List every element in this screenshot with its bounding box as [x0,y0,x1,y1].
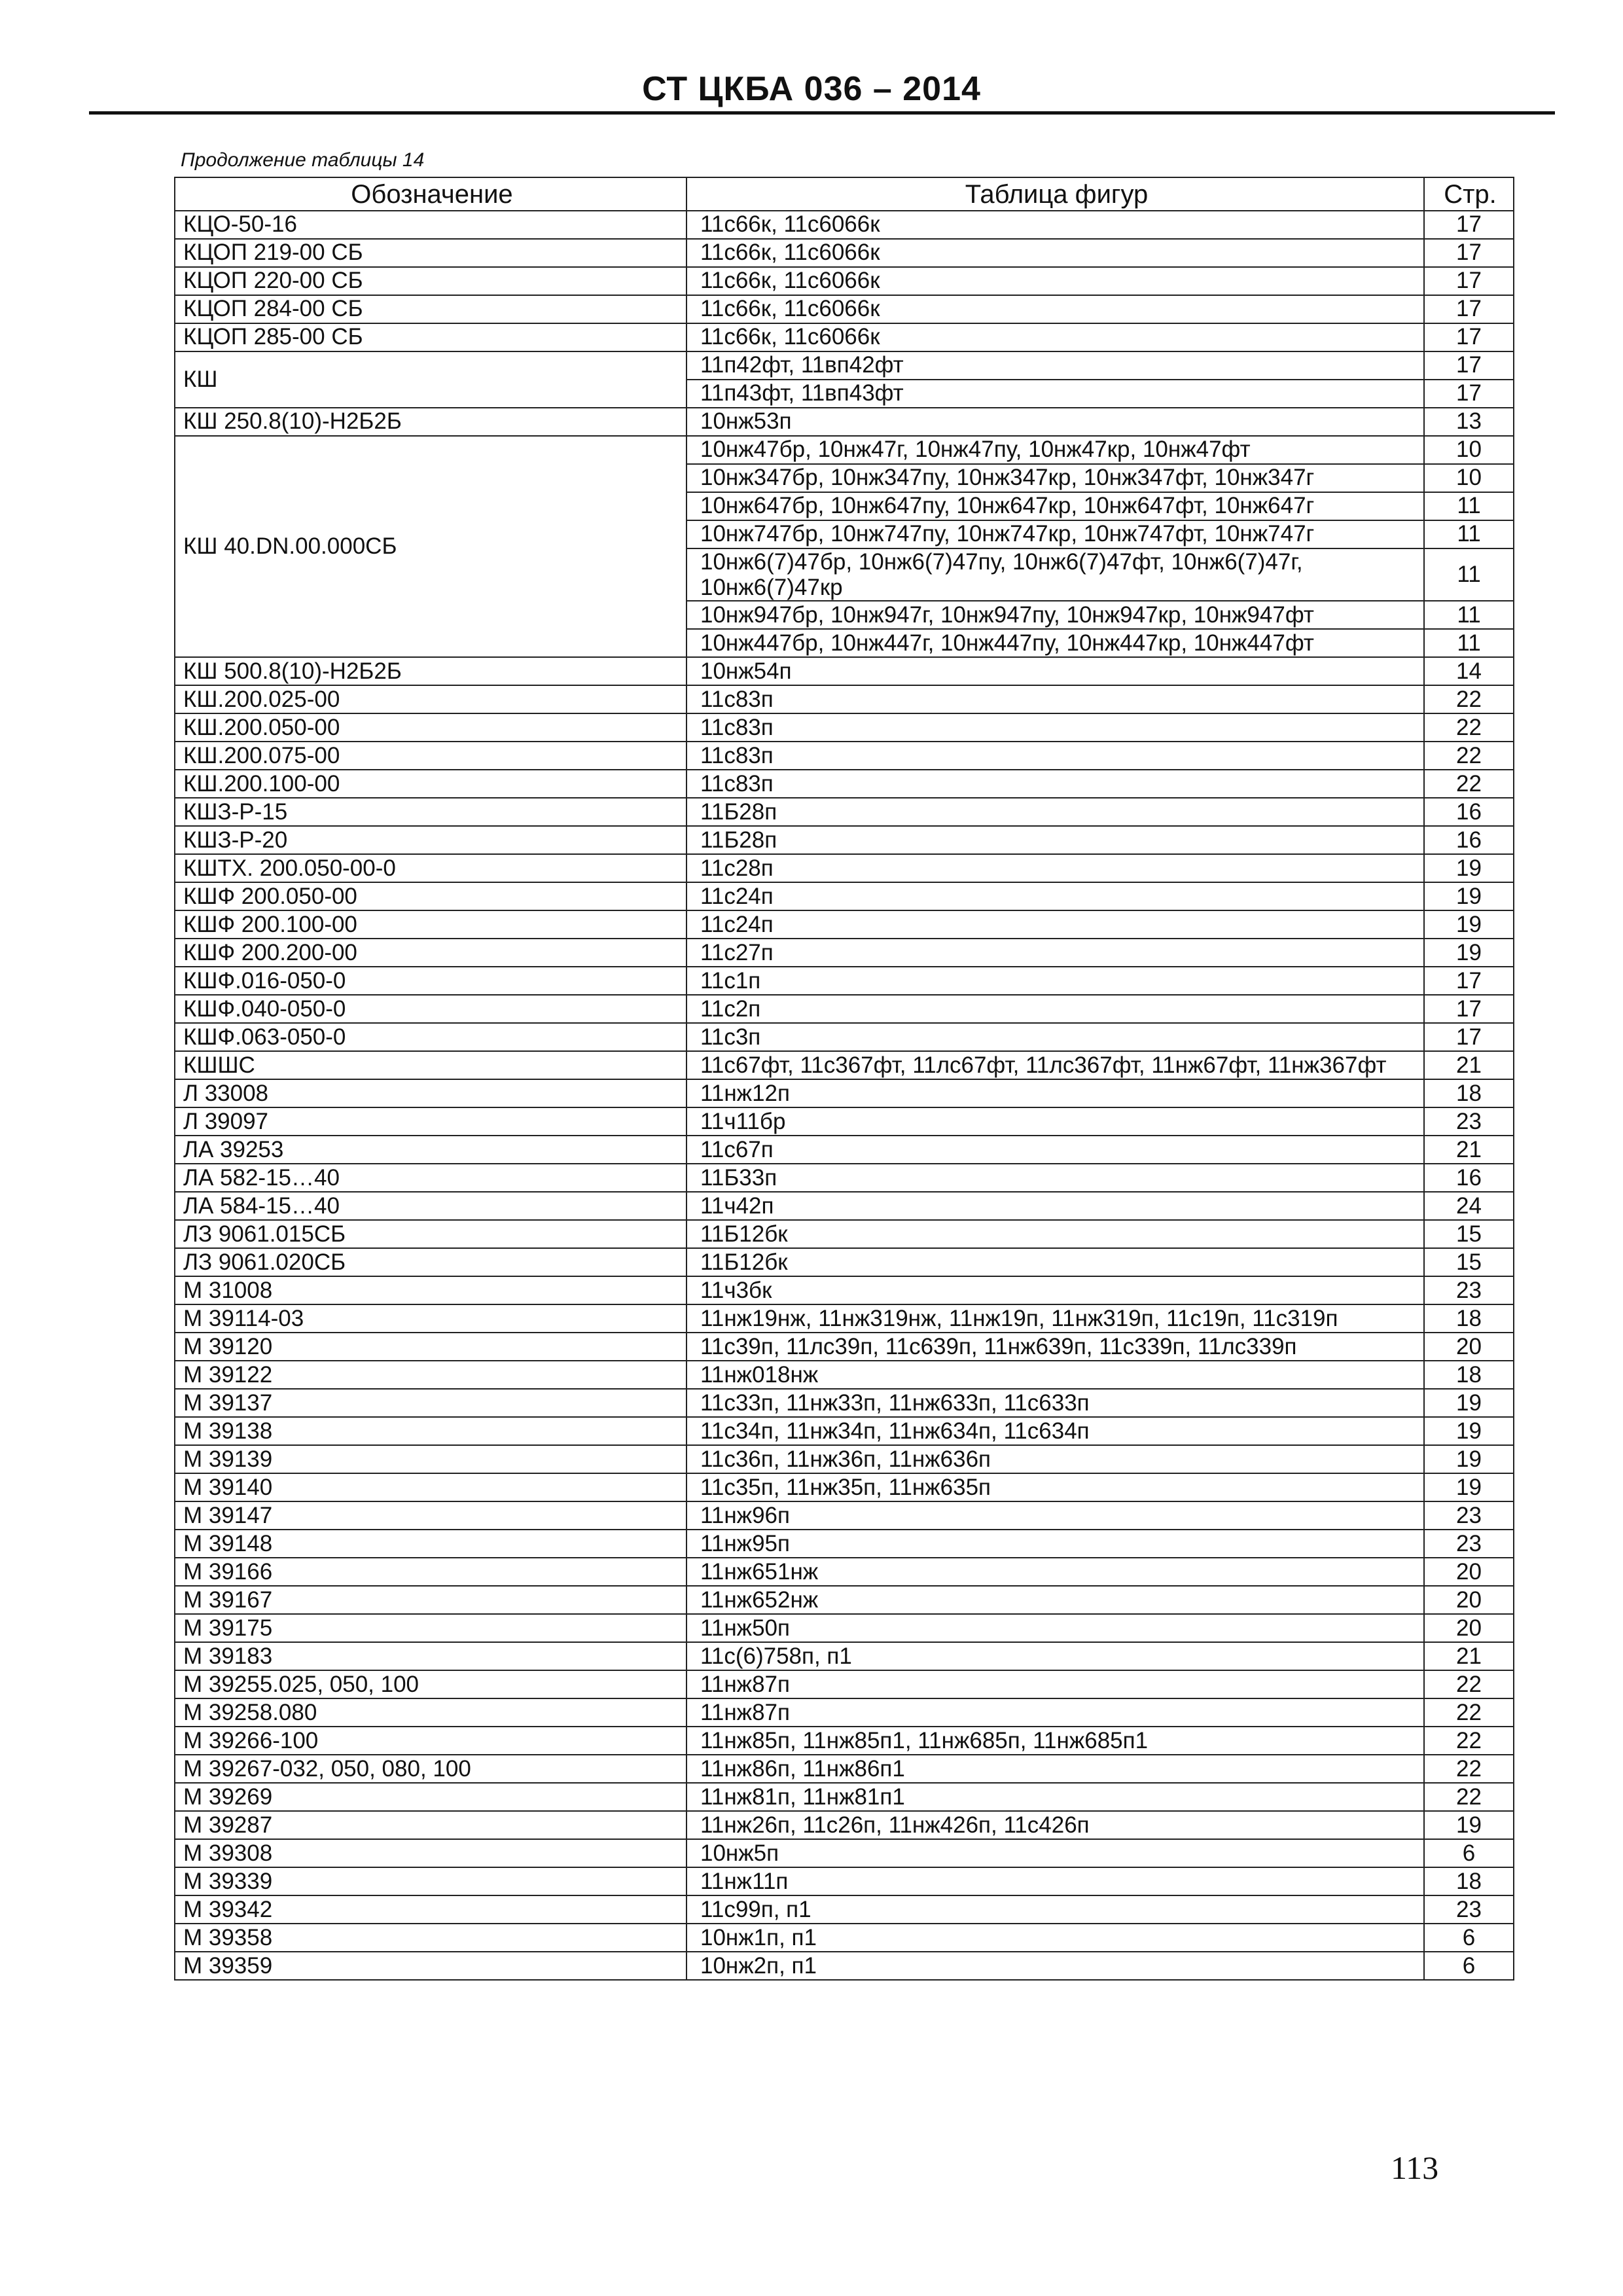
page-cell: 11 [1424,601,1514,629]
table-row [175,1530,1514,1558]
table-row [175,1698,1514,1727]
figures-cell: 11ч3бк [687,1276,1424,1304]
figures-cell: 11нж651нж [687,1558,1424,1586]
table-row [175,770,1514,798]
designation-cell: КШ 250.8(10)-Н2Б2Б [175,408,687,436]
page-cell: 14 [1424,657,1514,685]
designation-cell: М 39269 [175,1783,687,1811]
table-row [175,1586,1514,1614]
figures-cell: 11нж19нж, 11нж319нж, 11нж19п, 11нж319п, 11с19п, 11с319п [687,1304,1424,1333]
designation-cell: ЛА 582-15…40 [175,1164,687,1192]
figures-cell: 10нж53п [687,408,1424,436]
table-caption: Продолжение таблицы 14 [181,149,425,171]
designation-cell: КШФ 200.200-00 [175,939,687,967]
page-cell: 19 [1424,1389,1514,1417]
table-row [175,1895,1514,1924]
figures-cell: 11с66к, 11с6066к [687,211,1424,239]
page-cell: 23 [1424,1530,1514,1558]
column-header-figures: Таблица фигур [687,177,1424,211]
designation-cell: КШ.200.075-00 [175,742,687,770]
figures-cell: 11нж26п, 11с26п, 11нж426п, 11с426п [687,1811,1424,1839]
table-row [175,1389,1514,1417]
table-row [175,967,1514,995]
table-row [175,1333,1514,1361]
page-cell: 11 [1424,629,1514,657]
page-cell: 17 [1424,267,1514,295]
table-row [175,1839,1514,1867]
table-row [175,1417,1514,1445]
index-table [174,177,1514,1981]
figures-cell: 10нж5п [687,1839,1424,1867]
page-cell: 22 [1424,1670,1514,1698]
table-row [175,408,1514,436]
designation-cell: М 39167 [175,1586,687,1614]
table-row [175,798,1514,826]
table-row [175,657,1514,685]
table-row [175,1811,1514,1839]
figures-cell: 11нж018нж [687,1361,1424,1389]
header-rule [89,111,1555,115]
table-row [175,713,1514,742]
designation-cell: ЛЗ 9061.015СБ [175,1220,687,1248]
page-cell: 11 [1424,492,1514,520]
designation-cell: КШ 40.DN.00.000СБ [175,436,687,657]
figures-cell: 11с24п [687,910,1424,939]
page-cell: 13 [1424,408,1514,436]
table-row [175,1361,1514,1389]
figures-cell: 11с33п, 11нж33п, 11нж633п, 11с633п [687,1389,1424,1417]
figures-cell: 11с66к, 11с6066к [687,267,1424,295]
designation-cell: ЛЗ 9061.020СБ [175,1248,687,1276]
figures-cell: 11с83п [687,742,1424,770]
page-cell: 18 [1424,1304,1514,1333]
designation-cell: М 39147 [175,1501,687,1530]
table-row [175,351,1514,380]
page-cell: 21 [1424,1136,1514,1164]
page-cell: 15 [1424,1220,1514,1248]
figures-cell: 10нж747бр, 10нж747пу, 10нж747кр, 10нж747фт, 10нж747г [687,520,1424,548]
page-cell: 17 [1424,295,1514,323]
page-cell: 18 [1424,1867,1514,1895]
designation-cell: М 31008 [175,1276,687,1304]
designation-cell: КШ 500.8(10)-Н2Б2Б [175,657,687,685]
figures-cell: 11нж87п [687,1698,1424,1727]
page-cell: 23 [1424,1895,1514,1924]
figures-cell: 11с83п [687,685,1424,713]
figures-cell: 10нж6(7)47бр, 10нж6(7)47пу, 10нж6(7)47фт, 10нж6(7)47г, 10нж6(7)47кр [687,548,1424,601]
page-cell: 6 [1424,1839,1514,1867]
figures-cell: 11ч42п [687,1192,1424,1220]
table-row [175,742,1514,770]
figures-cell: 10нж347бр, 10нж347пу, 10нж347кр, 10нж347фт, 10нж347г [687,464,1424,492]
page-cell: 17 [1424,995,1514,1023]
column-header-page: Стр. [1424,177,1514,211]
designation-cell: М 39342 [175,1895,687,1924]
designation-cell: КЦОП 285-00 СБ [175,323,687,351]
table-row [175,1248,1514,1276]
table-row [175,1164,1514,1192]
figures-cell: 11с35п, 11нж35п, 11нж635п [687,1473,1424,1501]
table-row [175,323,1514,351]
figures-cell: 11с28п [687,854,1424,882]
designation-cell: М 39183 [175,1642,687,1670]
figures-cell: 11с24п [687,882,1424,910]
table-row [175,1220,1514,1248]
page-cell: 19 [1424,1417,1514,1445]
figures-cell: 11нж652нж [687,1586,1424,1614]
figures-cell: 11нж95п [687,1530,1424,1558]
page-cell: 22 [1424,1783,1514,1811]
table-row [175,1079,1514,1107]
figures-cell: 11п43фт, 11вп43фт [687,380,1424,408]
designation-cell: М 39166 [175,1558,687,1586]
figures-cell: 11нж50п [687,1614,1424,1642]
figures-cell: 11с67фт, 11с367фт, 11лс67фт, 11лс367фт, 11нж67фт, 11нж367фт [687,1051,1424,1079]
figures-cell: 11с34п, 11нж34п, 11нж634п, 11с634п [687,1417,1424,1445]
designation-cell: М 39339 [175,1867,687,1895]
page-cell: 22 [1424,1755,1514,1783]
table-row [175,1501,1514,1530]
figures-cell: 11Б12бк [687,1220,1424,1248]
table-row [175,1276,1514,1304]
table-row [175,1642,1514,1670]
page-cell: 22 [1424,770,1514,798]
page-cell: 10 [1424,436,1514,464]
figures-cell: 11нж12п [687,1079,1424,1107]
page-cell: 17 [1424,380,1514,408]
table-row [175,685,1514,713]
page-cell: 19 [1424,939,1514,967]
figures-cell: 11нж87п [687,1670,1424,1698]
table-row [175,1304,1514,1333]
page-cell: 16 [1424,798,1514,826]
table-row [175,1445,1514,1473]
table-row [175,1192,1514,1220]
table-row [175,239,1514,267]
figures-cell: 11с66к, 11с6066к [687,239,1424,267]
designation-cell: КШ.200.050-00 [175,713,687,742]
designation-cell: М 39139 [175,1445,687,1473]
page-cell: 17 [1424,1023,1514,1051]
page-cell: 20 [1424,1558,1514,1586]
figures-cell: 11нж86п, 11нж86п1 [687,1755,1424,1783]
table-row [175,1867,1514,1895]
figures-cell: 10нж2п, п1 [687,1952,1424,1980]
figures-cell: 11с99п, п1 [687,1895,1424,1924]
table-row [175,436,1514,464]
designation-cell: КШФ.016-050-0 [175,967,687,995]
page-cell: 18 [1424,1079,1514,1107]
page-cell: 10 [1424,464,1514,492]
designation-cell: М 39308 [175,1839,687,1867]
figures-cell: 10нж947бр, 10нж947г, 10нж947пу, 10нж947кр, 10нж947фт [687,601,1424,629]
figures-cell: 11с66к, 11с6066к [687,323,1424,351]
figures-cell: 11Б12бк [687,1248,1424,1276]
table-row [175,854,1514,882]
page-cell: 17 [1424,323,1514,351]
figures-cell: 11ч11бр [687,1107,1424,1136]
designation-cell: КЦОП 284-00 СБ [175,295,687,323]
designation-cell: КШ.200.025-00 [175,685,687,713]
table-row [175,1952,1514,1980]
designation-cell: М 39137 [175,1389,687,1417]
designation-cell: М 39120 [175,1333,687,1361]
figures-cell: 11нж11п [687,1867,1424,1895]
table-row [175,1783,1514,1811]
table-row [175,1473,1514,1501]
table-row [175,1670,1514,1698]
page-cell: 22 [1424,1727,1514,1755]
page-cell: 18 [1424,1361,1514,1389]
page-cell: 20 [1424,1586,1514,1614]
page-cell: 21 [1424,1051,1514,1079]
table-row [175,1614,1514,1642]
figures-cell: 11с1п [687,967,1424,995]
designation-cell: КШФ.063-050-0 [175,1023,687,1051]
designation-cell: КШ.200.100-00 [175,770,687,798]
table-row [175,826,1514,854]
table-row [175,939,1514,967]
page-cell: 17 [1424,211,1514,239]
designation-cell: КЦО-50-16 [175,211,687,239]
designation-cell: Л 33008 [175,1079,687,1107]
table-row [175,1924,1514,1952]
designation-cell: ЛА 584-15…40 [175,1192,687,1220]
figures-cell: 11с2п [687,995,1424,1023]
designation-cell: М 39138 [175,1417,687,1445]
page-cell: 19 [1424,1811,1514,1839]
figures-cell: 11с39п, 11лс39п, 11с639п, 11нж639п, 11с339п, 11лс339п [687,1333,1424,1361]
table-row [175,882,1514,910]
page-cell: 6 [1424,1924,1514,1952]
figures-cell: 10нж47бр, 10нж47г, 10нж47пу, 10нж47кр, 10нж47фт [687,436,1424,464]
designation-cell: КШЗ-Р-15 [175,798,687,826]
column-header-designation: Обозначение [175,177,687,211]
page-cell: 17 [1424,351,1514,380]
table-row [175,211,1514,239]
designation-cell: КШФ 200.100-00 [175,910,687,939]
page-cell: 23 [1424,1107,1514,1136]
table-row [175,1023,1514,1051]
designation-cell: КШТХ. 200.050-00-0 [175,854,687,882]
figures-cell: 11с(6)758п, п1 [687,1642,1424,1670]
designation-cell: М 39114-03 [175,1304,687,1333]
page-cell: 16 [1424,826,1514,854]
page-cell: 21 [1424,1642,1514,1670]
designation-cell: М 39140 [175,1473,687,1501]
page-cell: 17 [1424,239,1514,267]
figures-cell: 10нж54п [687,657,1424,685]
page-cell: 23 [1424,1501,1514,1530]
page-cell: 19 [1424,1473,1514,1501]
designation-cell: Л 39097 [175,1107,687,1136]
designation-cell: М 39267-032, 050, 080, 100 [175,1755,687,1783]
page-cell: 17 [1424,967,1514,995]
page-cell: 16 [1424,1164,1514,1192]
designation-cell: М 39148 [175,1530,687,1558]
table-row [175,267,1514,295]
figures-cell: 10нж647бр, 10нж647пу, 10нж647кр, 10нж647фт, 10нж647г [687,492,1424,520]
page-cell: 19 [1424,882,1514,910]
designation-cell: М 39255.025, 050, 100 [175,1670,687,1698]
page-cell: 24 [1424,1192,1514,1220]
page-cell: 22 [1424,742,1514,770]
designation-cell: КШ [175,351,687,408]
figures-cell: 11с27п [687,939,1424,967]
figures-cell: 10нж1п, п1 [687,1924,1424,1952]
table-body [175,211,1514,1980]
figures-cell: 11с36п, 11нж36п, 11нж636п [687,1445,1424,1473]
page-cell: 19 [1424,910,1514,939]
designation-cell: КЦОП 219-00 СБ [175,239,687,267]
page-cell: 6 [1424,1952,1514,1980]
document-header-title: СТ ЦКБА 036 – 2014 [642,70,981,108]
page-cell: 23 [1424,1276,1514,1304]
table-row [175,1558,1514,1586]
designation-cell: М 39359 [175,1952,687,1980]
figures-cell: 11Б28п [687,826,1424,854]
page-cell: 11 [1424,548,1514,601]
designation-cell: М 39266-100 [175,1727,687,1755]
figures-cell: 11Б33п [687,1164,1424,1192]
designation-cell: КШШС [175,1051,687,1079]
figures-cell: 10нж447бр, 10нж447г, 10нж447пу, 10нж447кр, 10нж447фт [687,629,1424,657]
designation-cell: М 39122 [175,1361,687,1389]
figures-cell: 11нж81п, 11нж81п1 [687,1783,1424,1811]
figures-cell: 11нж85п, 11нж85п1, 11нж685п, 11нж685п1 [687,1727,1424,1755]
designation-cell: М 39258.080 [175,1698,687,1727]
table-row [175,1136,1514,1164]
figures-cell: 11с83п [687,770,1424,798]
figures-cell: 11Б28п [687,798,1424,826]
figures-cell: 11с67п [687,1136,1424,1164]
designation-cell: КШФ.040-050-0 [175,995,687,1023]
page-cell: 19 [1424,854,1514,882]
figures-cell: 11п42фт, 11вп42фт [687,351,1424,380]
page-cell: 22 [1424,685,1514,713]
designation-cell: ЛА 39253 [175,1136,687,1164]
page-cell: 19 [1424,1445,1514,1473]
page-cell: 22 [1424,1698,1514,1727]
designation-cell: М 39358 [175,1924,687,1952]
table-header-row [175,177,1514,211]
page-cell: 11 [1424,520,1514,548]
table-row [175,995,1514,1023]
designation-cell: М 39175 [175,1614,687,1642]
page-cell: 20 [1424,1614,1514,1642]
table-row [175,1727,1514,1755]
page-number: 113 [1391,2149,1439,2186]
figures-cell: 11с83п [687,713,1424,742]
page-cell: 20 [1424,1333,1514,1361]
table-row [175,1107,1514,1136]
designation-cell: КШФ 200.050-00 [175,882,687,910]
page-cell: 15 [1424,1248,1514,1276]
designation-cell: М 39287 [175,1811,687,1839]
page-cell: 22 [1424,713,1514,742]
figures-cell: 11нж96п [687,1501,1424,1530]
table-row [175,1051,1514,1079]
figures-cell: 11с66к, 11с6066к [687,295,1424,323]
designation-cell: КЦОП 220-00 СБ [175,267,687,295]
table-row [175,1755,1514,1783]
table-row [175,910,1514,939]
table-row [175,295,1514,323]
designation-cell: КШЗ-Р-20 [175,826,687,854]
figures-cell: 11с3п [687,1023,1424,1051]
